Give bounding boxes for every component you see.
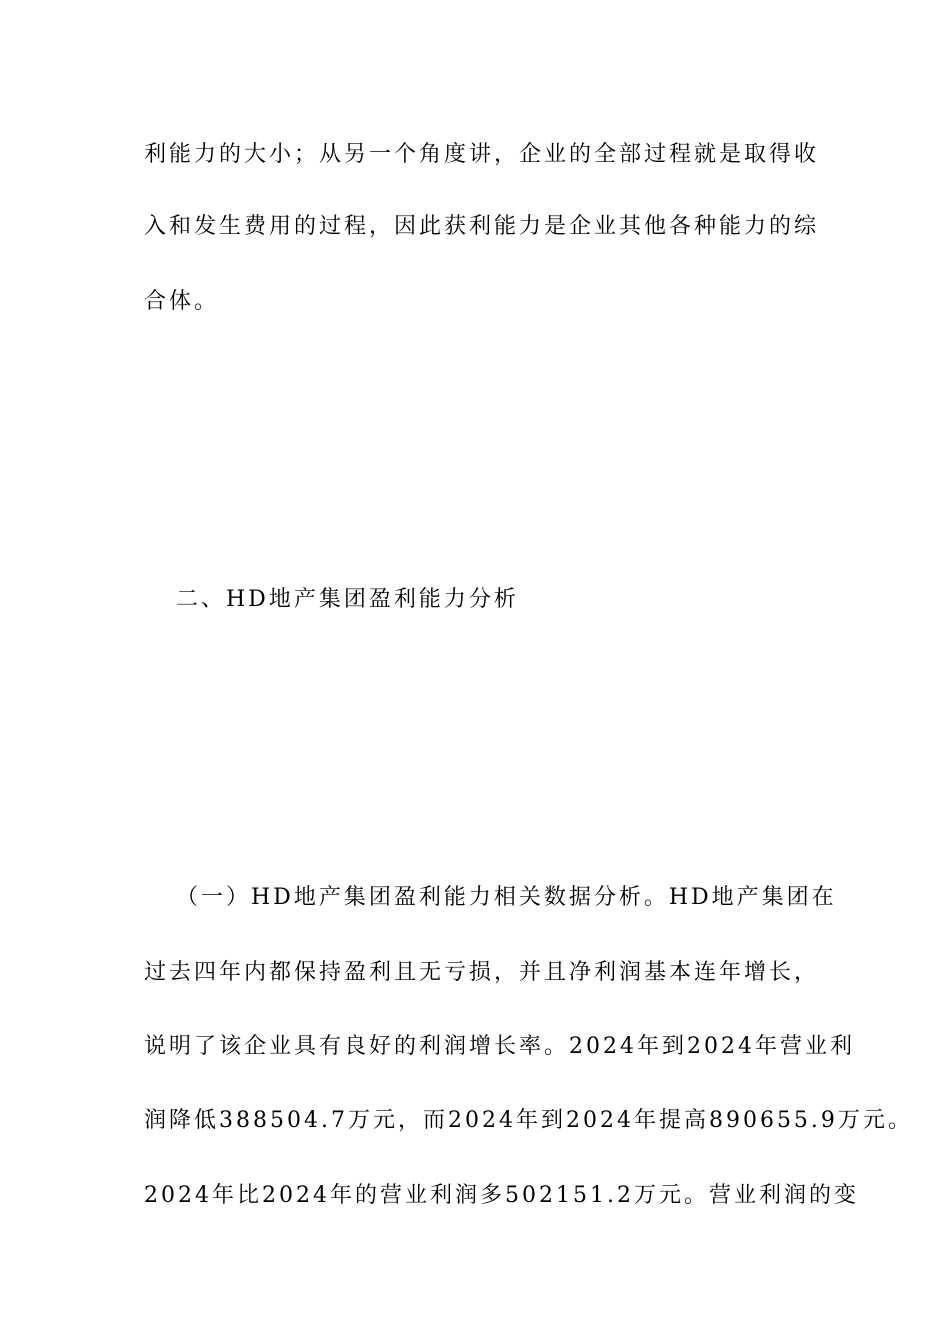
section-heading: 二、HD地产集团盈利能力分析 (176, 587, 519, 612)
paragraph-line: 过去四年内都保持盈利且无亏损，并且净利润基本连年增长， (144, 960, 820, 985)
paragraph-line: 2024年比2024年的营业利润多502151.2万元。营业利润的变 (144, 1183, 859, 1208)
paragraph-line: 说明了该企业具有良好的利润增长率。2024年到2024年营业利 (144, 1034, 855, 1059)
paragraph-line: 利能力的大小；从另一个角度讲，企业的全部过程就是取得收 (144, 142, 820, 167)
paragraph-line: 合体。 (144, 289, 220, 314)
paragraph-line: 润降低388504.7万元，而2024年到2024年提高890655.9万元。 (144, 1108, 913, 1133)
paragraph-line: （一）HD地产集团盈利能力相关数据分析。HD地产集团在 (176, 885, 837, 910)
paragraph-line: 入和发生费用的过程，因此获利能力是企业其他各种能力的综 (144, 214, 820, 239)
